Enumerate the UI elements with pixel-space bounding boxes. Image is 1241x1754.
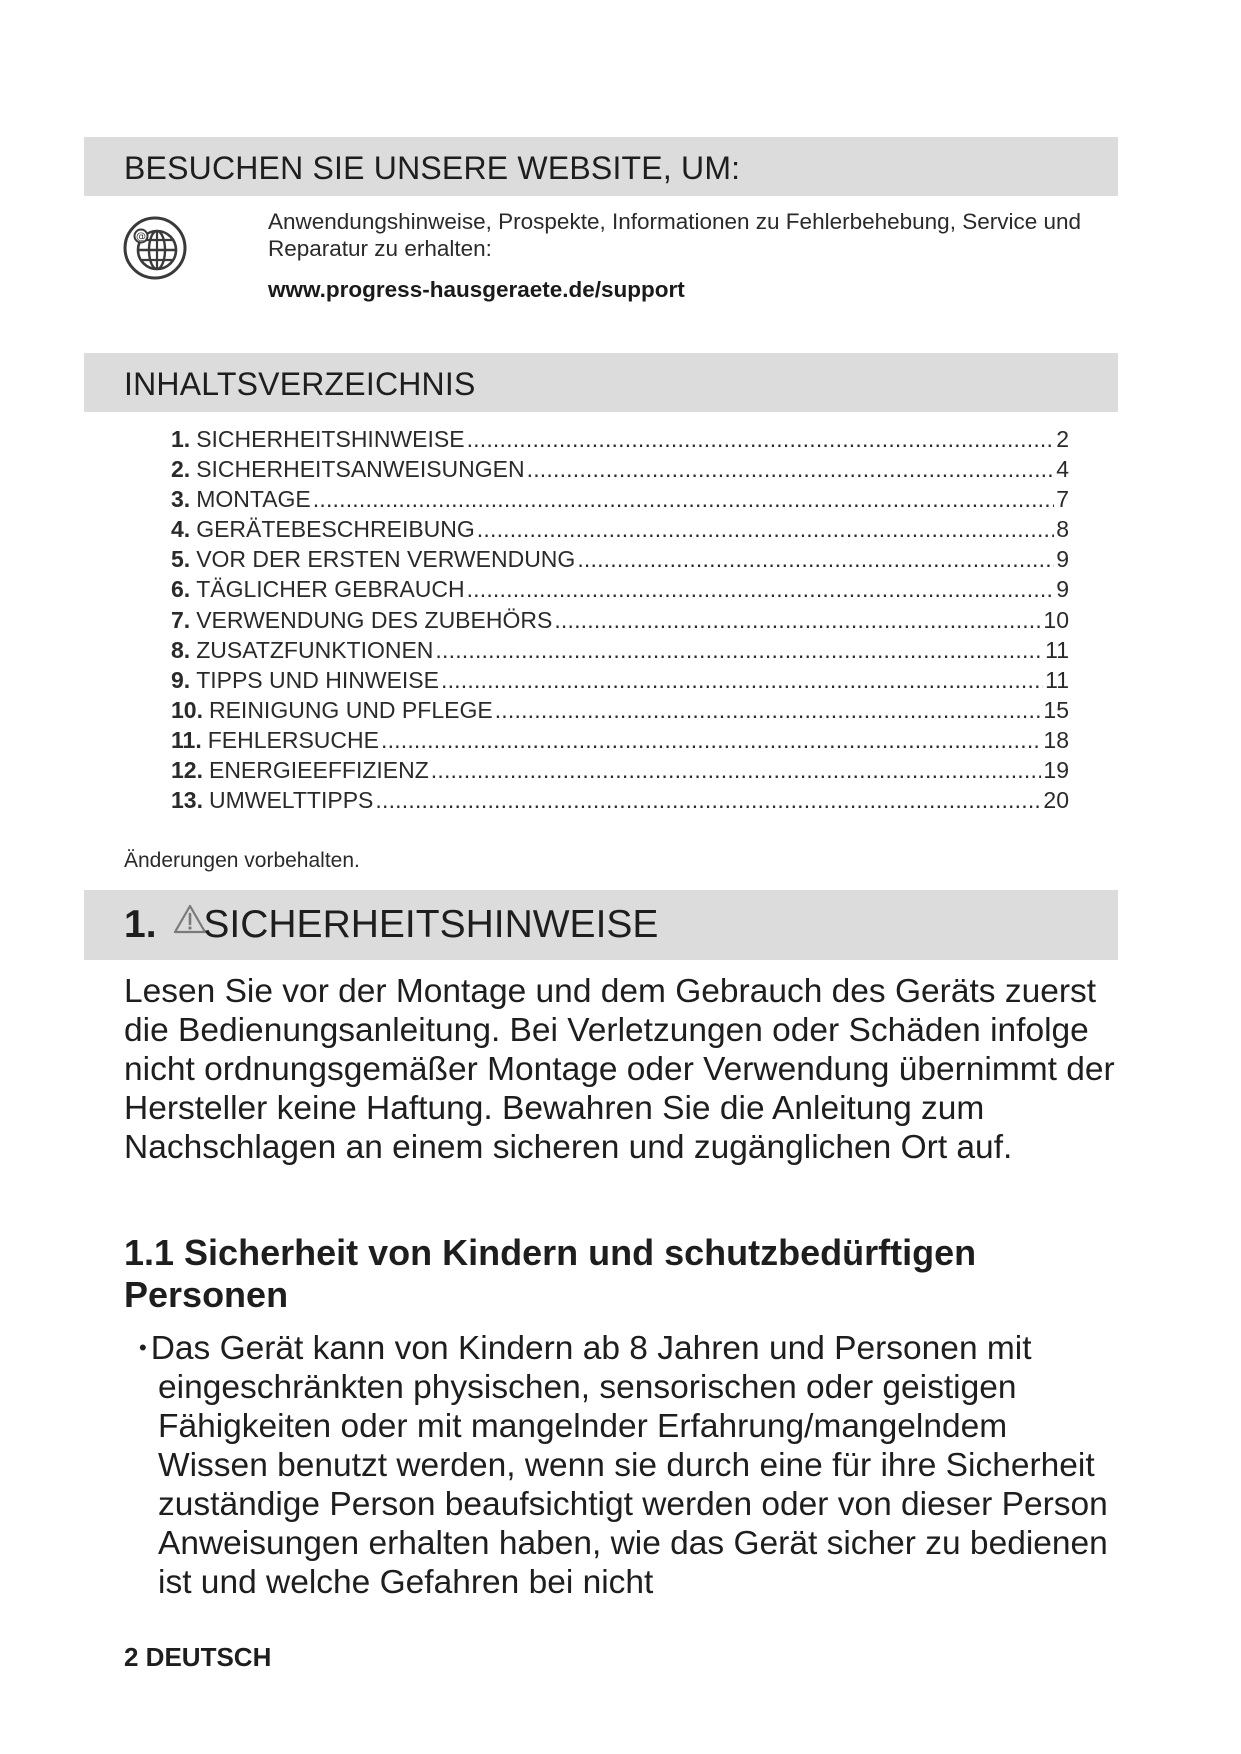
toc-entry-label: MONTAGE	[196, 486, 311, 513]
subsection-heading: 1.1 Sicherheit von Kindern und schutzbedürftigen Personen	[124, 1232, 977, 1315]
toc-entry-page: 11	[1045, 636, 1069, 663]
safety-section-title: SICHERHEITSHINWEISE	[203, 903, 659, 946]
list-item	[124, 1328, 1124, 1602]
toc-entry[interactable]	[171, 787, 1069, 817]
toc-entry-page: 15	[1043, 696, 1069, 723]
toc-entry-number: 3.	[171, 486, 191, 513]
toc-dot-leader	[381, 727, 1041, 754]
toc-entry-label: FEHLERSUCHE	[207, 726, 379, 753]
toc-dot-leader	[435, 637, 1043, 664]
toc-dot-leader	[375, 787, 1041, 814]
toc-dot-leader	[577, 546, 1054, 573]
toc-header-band	[84, 353, 1118, 412]
svg-text:@: @	[136, 231, 146, 243]
toc-entry-number: 11.	[171, 726, 202, 753]
toc-entry-number: 12.	[171, 757, 203, 784]
toc-entry-page: 19	[1043, 757, 1069, 784]
toc-entry-number: 13.	[171, 787, 203, 814]
toc-dot-leader	[467, 576, 1055, 603]
toc-entry-page: 20	[1043, 787, 1069, 814]
toc-entry-page: 9	[1056, 576, 1069, 603]
toc-entry[interactable]	[171, 516, 1069, 546]
toc-dot-leader	[477, 516, 1054, 543]
toc-dot-leader	[495, 697, 1042, 724]
toc-entry-label: VERWENDUNG DES ZUBEHÖRS	[196, 606, 553, 633]
toc-entry[interactable]	[171, 546, 1069, 576]
toc-dot-leader	[313, 486, 1054, 513]
toc-entry[interactable]	[171, 757, 1069, 787]
toc-entry-page: 4	[1056, 456, 1069, 483]
safety-section-heading	[124, 903, 658, 947]
toc-entry[interactable]	[171, 697, 1069, 727]
toc-entry-number: 7.	[171, 606, 191, 633]
toc-entry[interactable]	[171, 456, 1069, 486]
toc-entry-page: 11	[1045, 666, 1069, 693]
safety-intro-paragraph: Lesen Sie vor der Montage und dem Gebrauch des Geräts zuerst die Bedienungsanleitung. Bei Verletzungen oder Schäden infolge nicht ordnungsgemäßer Montage oder Verwendung übernimmt der Hersteller keine Haftung. Bewahren Sie die Anleitung zum Nachschlagen an einem sicheren und zugänglichen Ort auf.	[124, 973, 1115, 1166]
toc-dot-leader	[554, 607, 1041, 634]
website-header-band	[84, 137, 1118, 196]
toc-entry-page: 8	[1056, 516, 1069, 543]
toc-entry-label: ENERGIEEFFIZIENZ	[208, 757, 429, 784]
toc-entry[interactable]	[171, 576, 1069, 606]
toc-entry-label: UMWELTTIPPS	[208, 787, 374, 814]
toc-entry-label: GERÄTEBESCHREIBUNG	[196, 516, 475, 543]
toc-entry-label: ZUSATZFUNKTIONEN	[196, 636, 434, 663]
section-number: 1.	[124, 903, 157, 946]
toc-entry[interactable]	[171, 426, 1069, 456]
toc-entry[interactable]	[171, 667, 1069, 697]
toc-entry-number: 4.	[171, 516, 191, 543]
toc-entry-label: SICHERHEITSHINWEISE	[196, 426, 465, 452]
website-description: Anwendungshinweise, Prospekte, Informationen zu Fehlerbehebung, Service und Reparatur zu erhalten:	[268, 209, 1082, 261]
toc-entry-number: 10.	[171, 696, 203, 723]
toc-entry-label: TIPPS UND HINWEISE	[196, 666, 439, 693]
bullet-text: Das Gerät kann von Kindern ab 8 Jahren und Personen mit eingeschränkten physischen, sensorischen oder geistigen Fähigkeiten oder mit mangelnder Erfahrung/mangelndem Wissen benutzt werden, wenn sie durch eine für ihre Sicherheit zuständige Person beaufsichtigt werden oder von dieser Person Anweisungen erhalten haben, wie das Gerät sicher zu bedienen ist und welche Gefahren bei nicht	[150, 1330, 1108, 1601]
toc-entry[interactable]	[171, 486, 1069, 516]
toc-entry[interactable]	[171, 637, 1069, 667]
toc-entry[interactable]	[171, 727, 1069, 757]
toc-dot-leader	[441, 667, 1043, 694]
toc-entry-number: 5.	[171, 546, 191, 573]
toc-entry-page: 10	[1043, 606, 1069, 633]
toc-entry-number: 2.	[171, 456, 191, 483]
page-footer-label: 2 DEUTSCH	[124, 1642, 272, 1672]
toc-entry-page: 7	[1056, 486, 1069, 513]
toc-entry-label: REINIGUNG UND PFLEGE	[208, 696, 493, 723]
toc-entry-page: 9	[1056, 546, 1069, 573]
toc-entry-page: 2	[1056, 426, 1069, 452]
toc-title: INHALTSVERZEICHNIS	[124, 366, 476, 402]
toc-entry-number: 9.	[171, 666, 191, 693]
globe-icon	[123, 216, 187, 280]
table-of-contents	[171, 426, 1069, 817]
toc-dot-leader	[431, 757, 1042, 784]
bullet-dot: •	[139, 1335, 147, 1360]
toc-entry-label: TÄGLICHER GEBRAUCH	[196, 576, 465, 603]
website-section-title: BESUCHEN SIE UNSERE WEBSITE, UM:	[124, 150, 741, 186]
toc-entry-number: 6.	[171, 576, 191, 603]
toc-dot-leader	[467, 426, 1055, 453]
toc-entry[interactable]	[171, 607, 1069, 637]
toc-dot-leader	[527, 456, 1055, 483]
toc-entry-page: 18	[1043, 726, 1069, 753]
change-note: Änderungen vorbehalten.	[124, 849, 360, 872]
toc-entry-number: 1.	[171, 426, 191, 452]
toc-entry-label: VOR DER ERSTEN VERWENDUNG	[196, 546, 576, 573]
toc-entry-number: 8.	[171, 636, 191, 663]
support-url-link[interactable]: www.progress-hausgeraete.de/support	[268, 277, 685, 302]
toc-entry-label: SICHERHEITSANWEISUNGEN	[196, 456, 525, 483]
safety-header-band	[84, 890, 1118, 960]
